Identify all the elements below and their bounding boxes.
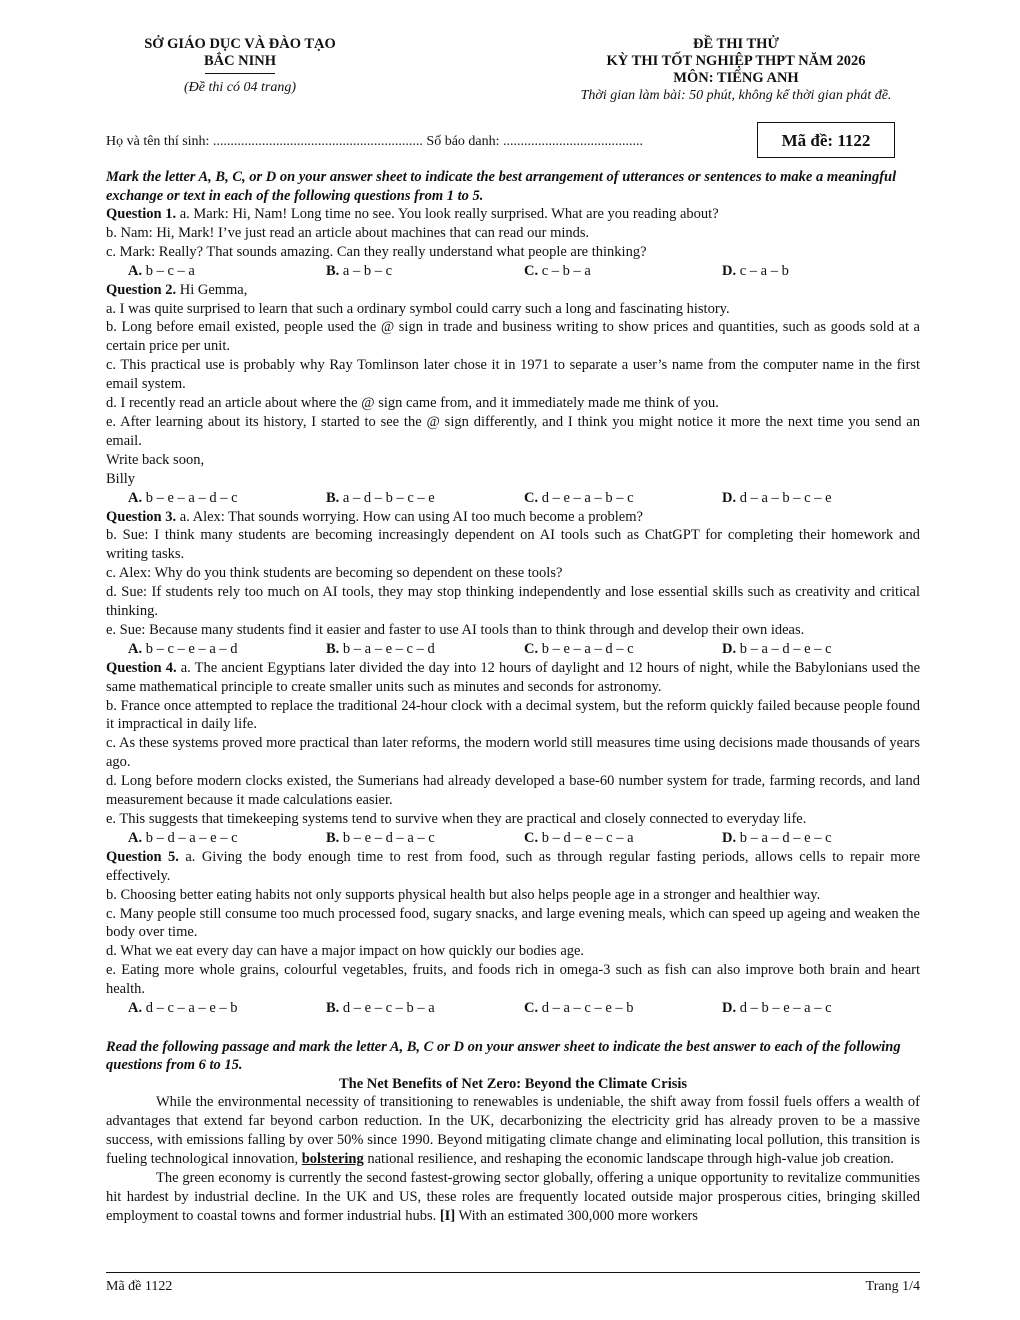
option-letter: A.	[128, 1000, 143, 1017]
answer-option	[326, 999, 524, 1018]
question-text: d. I recently read an article about where the @ sign came from, and it immediately made me think of you.	[106, 395, 719, 412]
question-1-first-line	[106, 205, 920, 224]
section1-instruction: Mark the letter A, B, C, or D on your answer sheet to indicate the best arrangement of utterances or sentences to make a meaningful exchange or text in each of the following questions from 1 to 5.	[106, 169, 897, 204]
question-label: Question 4.	[106, 659, 177, 676]
question-line	[106, 451, 920, 470]
candidate-info-line: Họ và tên thí sinh: ............................................................ Số báo danh: ........................................	[106, 134, 644, 149]
question-line	[106, 318, 920, 356]
answer-option	[128, 829, 326, 848]
question-text: d. Sue: If students rely too much on AI tools, they may stop thinking independently and lose essential skills such as creativity and critical thinking.	[106, 584, 920, 620]
option-text: d – e – c – b – a	[342, 1000, 435, 1017]
option-text: d – a – b – c – e	[739, 489, 832, 506]
question-text: b. Choosing better eating habits not only supports physical health but also helps people age in a stronger and healthier way.	[106, 886, 821, 903]
insert-marker-1: [I]	[439, 1207, 456, 1224]
answer-option	[326, 829, 524, 848]
answer-option	[326, 489, 524, 508]
paragraph-text: While the environmental necessity of transitioning to renewables is undeniable, the shift away from fossil fuels offers a wealth of advantages that extend far beyond carbon reduction. In the UK, decarbonizing the electricity grid has already proven to be a massive success, with emissions falling by over 50% since 1990. Beyond mitigating climate change and eliminating local pollution, this transition is fueling technological innovation,	[106, 1094, 920, 1168]
question-line	[106, 394, 920, 413]
question-line	[106, 621, 920, 640]
question-line	[106, 470, 920, 489]
answer-option	[722, 999, 920, 1018]
question-line	[106, 564, 920, 583]
time-note: Thời gian làm bài: 50 phút, không kể thời gian phát đề.	[580, 88, 892, 103]
answer-option	[524, 262, 722, 281]
question-3-first-line	[106, 508, 920, 527]
option-text: d – a – c – e – b	[541, 1000, 634, 1017]
question-line	[106, 526, 920, 564]
question-text: a. Mark: Hi, Nam! Long time no see. You look really surprised. What are you reading about?	[179, 206, 719, 222]
question-line	[106, 734, 920, 772]
answer-options	[106, 640, 920, 659]
question-text: a. Giving the body enough time to rest from food, such as through regular fasting periods, allows cells to repair more effectively.	[106, 848, 920, 884]
option-letter: D.	[722, 1000, 737, 1017]
question-5-first-line	[106, 848, 920, 886]
header-divider	[205, 73, 275, 74]
department-line1: SỞ GIÁO DỤC VÀ ĐÀO TẠO	[144, 36, 336, 52]
question-text: b. Long before email existed, people used the @ sign in trade and business writing to show prices and quantities, such as goods sold at a certain price per unit.	[106, 319, 920, 355]
option-text: c – b – a	[541, 262, 591, 279]
answer-option	[524, 640, 722, 659]
option-text: d – e – a – b – c	[541, 489, 634, 506]
question-label: Question 5.	[106, 848, 179, 865]
exam-header	[106, 36, 920, 116]
question-list	[106, 205, 920, 1018]
option-text: b – e – a – d – c	[145, 489, 238, 506]
option-text: b – a – d – e – c	[739, 829, 832, 846]
answer-option	[524, 999, 722, 1018]
exam-page	[106, 36, 920, 1226]
exam-title-block	[496, 36, 976, 104]
question-line	[106, 413, 920, 451]
option-text: b – e – a – d – c	[541, 640, 634, 657]
option-text: b – a – e – c – d	[342, 640, 435, 657]
option-text: b – c – e – a – d	[145, 640, 238, 657]
option-letter: B.	[326, 262, 340, 279]
option-letter: D.	[722, 489, 737, 506]
answer-options	[106, 829, 920, 848]
question-label: Question 1.	[106, 206, 177, 222]
answer-option	[722, 640, 920, 659]
question-text: Hi Gemma,	[179, 281, 248, 298]
answer-options	[106, 999, 920, 1018]
question-text: b. France once attempted to replace the traditional 24-hour clock with a decimal system, but the reform quickly failed because people found it impractical in daily life.	[106, 697, 920, 733]
candidate-row	[106, 122, 920, 162]
option-text: b – a – d – e – c	[739, 640, 832, 657]
pages-note: (Đề thi có 04 trang)	[184, 80, 296, 95]
option-text: c – a – b	[739, 262, 789, 279]
question-line	[106, 243, 920, 262]
answer-option	[524, 489, 722, 508]
passage-paragraph-2	[106, 1169, 920, 1226]
option-letter: A.	[128, 829, 143, 846]
answer-option	[326, 640, 524, 659]
question-line	[106, 356, 920, 394]
option-text: b – d – a – e – c	[145, 829, 238, 846]
option-letter: A.	[128, 489, 143, 506]
answer-option	[128, 489, 326, 508]
question-text: a. Alex: That sounds worrying. How can using AI too much become a problem?	[179, 508, 643, 525]
question-line	[106, 224, 920, 243]
option-text: a – b – c	[342, 262, 393, 279]
question-text: a. The ancient Egyptians later divided the day into 12 hours of daylight and 12 hours of night, while the Babylonians used the same mathematical principle to create smaller units such as minutes and seconds for astronomy.	[106, 659, 921, 695]
option-letter: D.	[722, 262, 737, 279]
option-letter: A.	[128, 262, 143, 279]
answer-option	[524, 829, 722, 848]
footer-exam-code: Mã đề 1122	[106, 1279, 173, 1294]
answer-option	[128, 262, 326, 281]
answer-option	[128, 640, 326, 659]
paragraph-text: With an estimated 300,000 more workers	[455, 1207, 698, 1224]
option-letter: C.	[524, 640, 539, 657]
question-text: c. Mark: Really? That sounds amazing. Can they really understand what people are thinking?	[106, 243, 647, 260]
answer-option	[722, 489, 920, 508]
question-line	[106, 300, 920, 319]
question-line	[106, 810, 920, 829]
question-4-first-line	[106, 659, 920, 697]
question-line	[106, 942, 920, 961]
question-label: Question 2.	[106, 281, 177, 298]
question-2-first-line	[106, 281, 920, 300]
question-text: c. As these systems proved more practical than later reforms, the modern world still measures time using decisions made thousands of years ago.	[106, 735, 920, 771]
option-text: d – c – a – e – b	[145, 1000, 238, 1017]
section2-instruction: Read the following passage and mark the letter A, B, C or D on your answer sheet to indicate the best answer to each of the following questions from 6 to 15.	[106, 1038, 901, 1074]
paragraph-text: national resilience, and reshaping the economic landscape through high-value job creation.	[363, 1151, 895, 1168]
question-label: Question 3.	[106, 508, 177, 525]
exam-code-box: Mã đề: 1122	[757, 122, 895, 158]
option-text: b – d – e – c – a	[541, 829, 634, 846]
question-text: b. Sue: I think many students are becoming increasingly dependent on AI tools such as ChatGPT for completing their homework and writing tasks.	[106, 527, 920, 563]
question-text: e. After learning about its history, I started to see the @ sign differently, and I think you might notice it more the next time you send an email.	[106, 413, 920, 449]
answer-option	[128, 999, 326, 1018]
question-line	[106, 583, 920, 621]
exam-name: KỲ THI TỐT NGHIỆP THPT NĂM 2026	[606, 53, 866, 69]
option-letter: B.	[326, 489, 340, 506]
question-line	[106, 961, 920, 999]
department-block	[106, 36, 374, 96]
option-text: d – b – e – a – c	[739, 1000, 832, 1017]
question-text: Write back soon,	[106, 451, 205, 468]
question-text: b. Nam: Hi, Mark! I’ve just read an article about machines that can read our minds.	[106, 224, 590, 241]
answer-options	[106, 262, 920, 281]
option-letter: D.	[722, 640, 737, 657]
option-letter: B.	[326, 829, 340, 846]
question-line	[106, 905, 920, 943]
option-letter: C.	[524, 262, 539, 279]
answer-option	[326, 262, 524, 281]
subject-title: MÔN: TIẾNG ANH	[673, 70, 799, 86]
option-letter: D.	[722, 829, 737, 846]
option-text: a – d – b – c – e	[342, 489, 435, 506]
option-letter: C.	[524, 829, 539, 846]
keyword-bolstering: bolstering	[301, 1151, 364, 1168]
passage-paragraph-1	[106, 1093, 920, 1169]
exam-title: ĐỀ THI THỬ	[693, 36, 779, 52]
question-text: e. Sue: Because many students find it easier and faster to use AI tools than to think through and develop their own ideas.	[106, 621, 805, 638]
answer-option	[722, 829, 920, 848]
option-letter: B.	[326, 1000, 340, 1017]
answer-options	[106, 489, 920, 508]
option-letter: C.	[524, 1000, 539, 1017]
question-text: a. I was quite surprised to learn that such a ordinary symbol could carry such a long and fascinating history.	[106, 300, 730, 317]
option-text: b – c – a	[145, 262, 195, 279]
question-line	[106, 886, 920, 905]
page-footer	[106, 1272, 920, 1294]
question-line	[106, 772, 920, 810]
passage-title: The Net Benefits of Net Zero: Beyond the Climate Crisis	[338, 1075, 688, 1092]
footer-page-number: Trang 1/4	[865, 1279, 920, 1294]
paragraph-text: The green economy is currently the second fastest-growing sector globally, offering a unique opportunity to revitalize communities hit hardest by industrial decline. In the UK and US, these roles are frequently located outside major prosperous cities, bringing skilled employment to coastal towns and former industrial hubs.	[106, 1170, 920, 1224]
option-text: b – e – d – a – c	[342, 829, 435, 846]
question-text: d. What we eat every day can have a major impact on how quickly our bodies age.	[106, 943, 585, 960]
question-text: d. Long before modern clocks existed, the Sumerians had already developed a base-60 number system for trade, farming records, and land measurement because it made calculations easier.	[106, 773, 920, 809]
option-letter: A.	[128, 640, 143, 657]
question-text: e. This suggests that timekeeping systems tend to survive when they are practical and closely connected to everyday life.	[106, 811, 807, 827]
option-letter: C.	[524, 489, 539, 506]
department-line2: BẮC NINH	[203, 53, 277, 69]
question-line	[106, 697, 920, 735]
answer-option	[722, 262, 920, 281]
question-text: Billy	[106, 470, 136, 487]
question-text: c. Alex: Why do you think students are becoming so dependent on these tools?	[106, 565, 563, 582]
question-text: c. Many people still consume too much processed food, sugary snacks, and large evening meals, which can speed up ageing and weaken the body over time.	[106, 905, 920, 941]
option-letter: B.	[326, 640, 340, 657]
question-text: e. Eating more whole grains, colourful vegetables, fruits, and foods rich in omega-3 such as fish can also improve both brain and heart health.	[106, 962, 920, 998]
question-text: c. This practical use is probably why Ray Tomlinson later chose it in 1971 to separate a user’s name from the computer name in the first email system.	[106, 357, 920, 393]
